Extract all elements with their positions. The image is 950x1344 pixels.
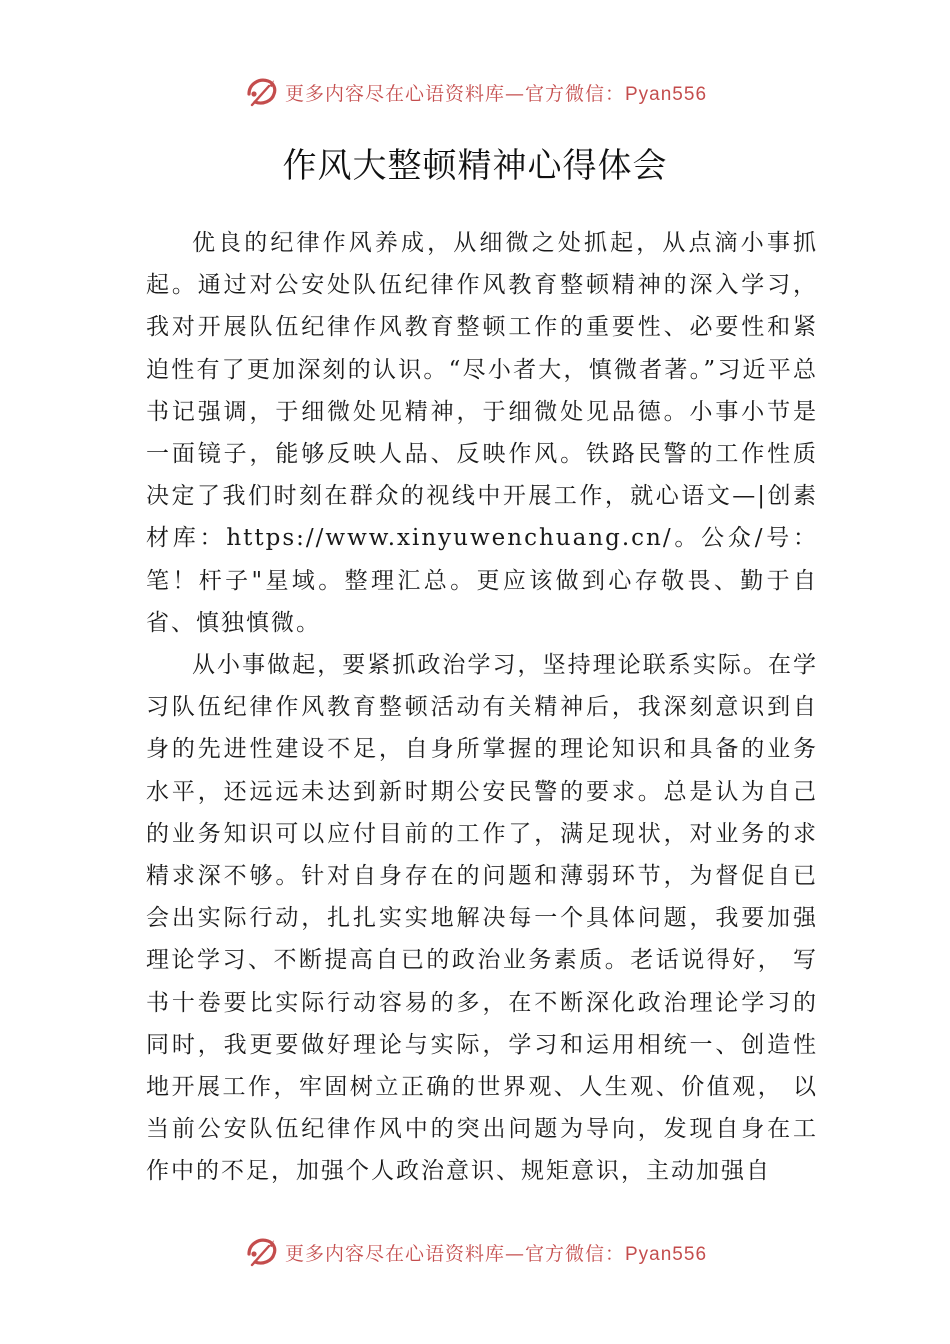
quill-logo-icon <box>243 1234 279 1270</box>
paragraph-1: 优良的纪律作风养成，从细微之处抓起，从点滴小事抓起。通过对公安处队伍纪律作风教育整顿精神的深入学习，我对开展队伍纪律作风教育整顿工作的重要性、必要性和紧迫性有了更加深刻的认识。“尽小者大，慎微者著。”习近平总书记强调，于细微处见精神，于细微处见品德。小事小节是一面镜子，能够反映人品、反映作风。铁路民警的工作性质决定了我们时刻在群众的视线中开展工作，就心语文—|创素材库：https://www.xinyuwenchuang.cn/。公众/号：笔！杆子"星域。整理汇总。更应该做到心存敬畏、勤于自省、慎独慎微。 <box>146 230 818 636</box>
header-banner <box>0 70 950 114</box>
header-banner-text: 更多内容尽在心语资料库—官方微信：Pyan556 <box>284 82 708 105</box>
quill-logo-icon <box>243 74 279 110</box>
document-body <box>146 222 818 1193</box>
paragraph-2: 从小事做起，要紧抓政治学习，坚持理论联系实际。在学习队伍纪律作风教育整顿活动有关精神后，我深刻意识到自身的先进性建设不足，自身所掌握的理论知识和具备的业务水平，还远远未达到新时期公安民警的要求。总是认为自己的业务知识可以应付目前的工作了，满足现状，对业务的求精求深不够。针对自身存在的问题和薄弱环节，为督促自已会出实际行动，扎扎实实地解决每一个具体问题，我要加强理论学习、不断提高自已的政治业务素质。老话说得好， 写书十卷要比实际行动容易的多，在不断深化政治理论学习的同时，我更要做好理论与实际，学习和运用相统一、创造性地开展工作，牢固树立正确的世界观、人生观、价值观， 以当前公安队伍纪律作风中的突出问题为导向，发现自身在工作中的不足，加强个人政治意识、规矩意识，主动加强自 <box>146 652 818 1185</box>
header-wechat-id: Pyan556 <box>625 83 708 105</box>
footer-banner-text: 更多内容尽在心语资料库—官方微信：Pyan556 <box>284 1242 708 1265</box>
footer-banner <box>0 1230 950 1274</box>
document-title: 作风大整顿精神心得体会 <box>282 146 668 186</box>
footer-wechat-id: Pyan556 <box>625 1243 708 1265</box>
